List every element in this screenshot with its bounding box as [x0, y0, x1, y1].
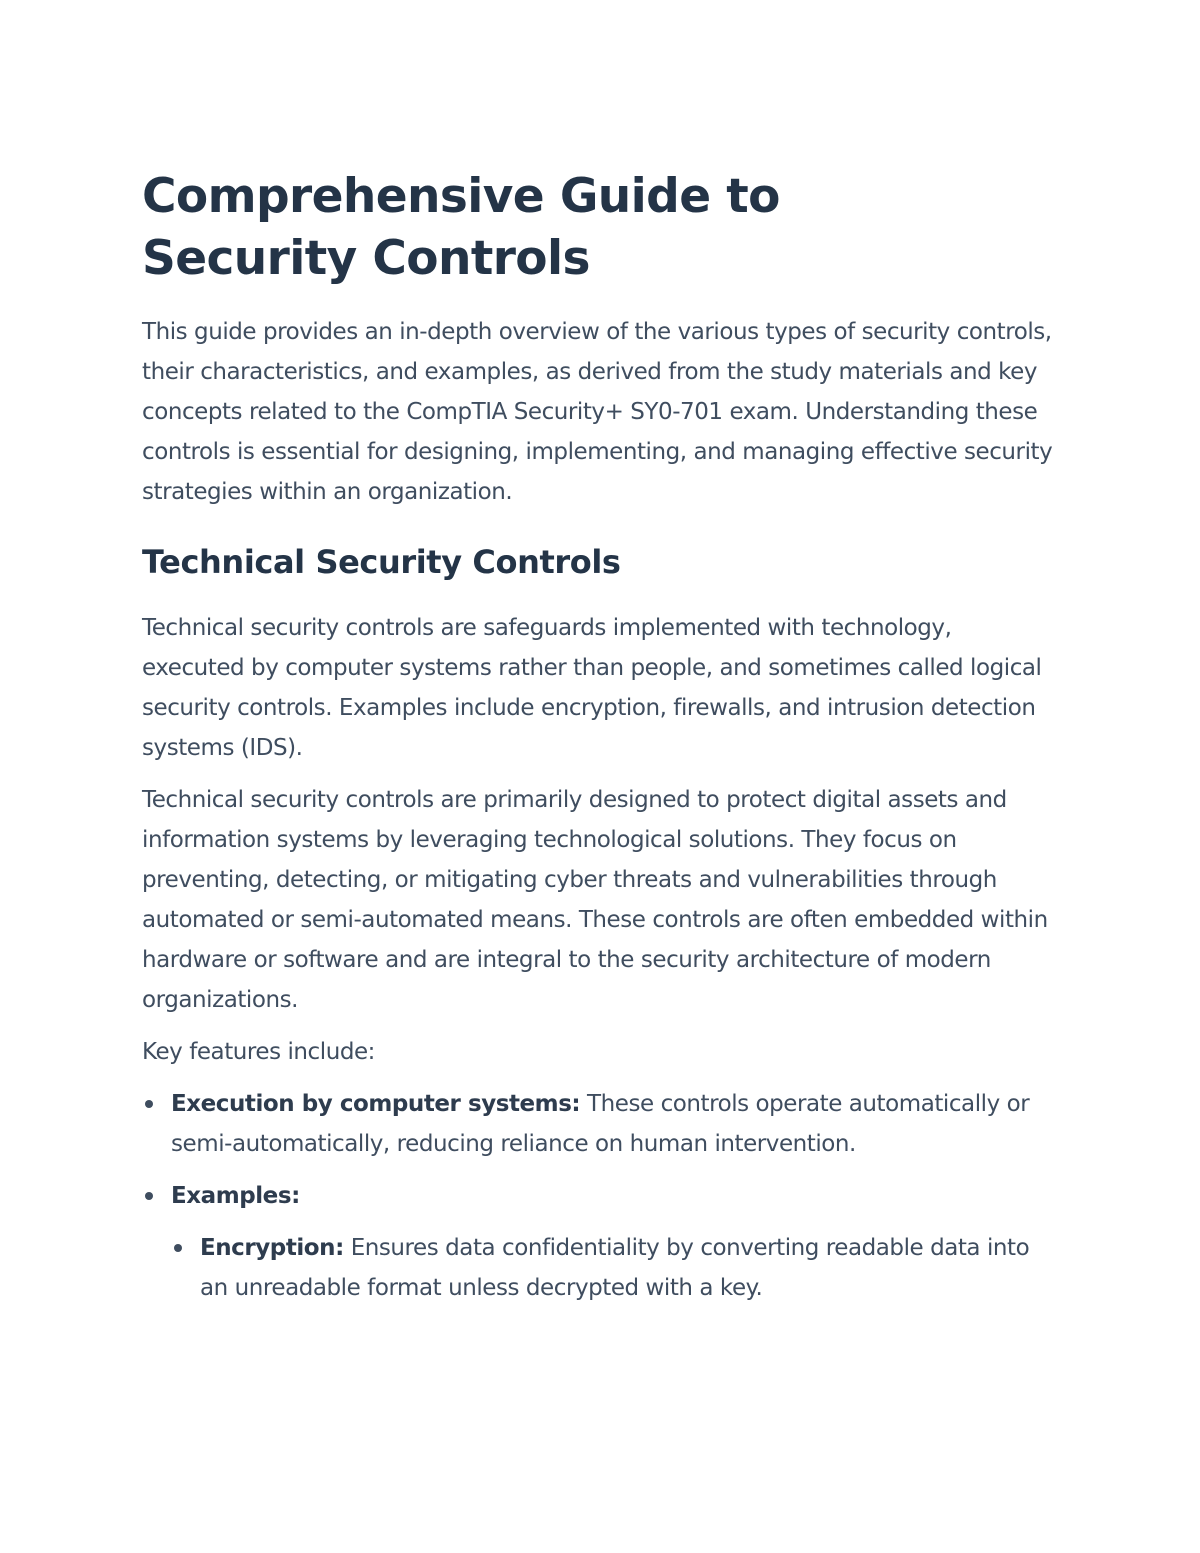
list-item	[171, 1228, 1060, 1308]
list-item-text: These controls operate automatically or semi-automatically, reducing reliance on human intervention.	[171, 1091, 1030, 1157]
examples-sublist	[171, 1228, 1060, 1308]
bullet-icon	[174, 1244, 182, 1252]
technical-paragraph-1: Technical security controls are safeguards implemented with technology, executed by computer systems rather than people, and sometimes called logical security controls. Examples include encryption, firewalls, and intrusion detection systems (IDS).	[142, 615, 1042, 761]
page-title: Comprehensive Guide to Security Controls	[142, 169, 780, 286]
bullet-icon	[145, 1100, 153, 1108]
bullet-icon	[145, 1192, 153, 1200]
list-item-label: Encryption:	[200, 1235, 344, 1261]
list-item-text: Ensures data confidentiality by converting readable data into an unreadable format unless decrypted with a key.	[200, 1235, 1030, 1301]
key-features-intro: Key features include:	[142, 1039, 375, 1065]
list-item-label: Examples:	[171, 1183, 300, 1209]
key-features-list	[142, 1084, 1060, 1308]
list-item-label: Execution by computer systems:	[171, 1091, 581, 1117]
intro-paragraph: This guide provides an in-depth overview of the various types of security controls, their characteristics, and examples, as derived from the study materials and key concepts related to the CompTIA Security+ SY0-701 exam. Understanding these controls is essential for designing, implementing, and managing effective security strategies within an organization.	[142, 319, 1053, 505]
section-heading-technical: Technical Security Controls	[142, 543, 621, 581]
list-item	[142, 1176, 1060, 1308]
technical-paragraph-2: Technical security controls are primarily designed to protect digital assets and information systems by leveraging technological solutions. They focus on preventing, detecting, or mitigating cyber threats and vulnerabilities through automated or semi-automated means. These controls are often embedded within hardware or software and are integral to the security architecture of modern organizations.	[142, 787, 1048, 1013]
list-item	[142, 1084, 1060, 1164]
